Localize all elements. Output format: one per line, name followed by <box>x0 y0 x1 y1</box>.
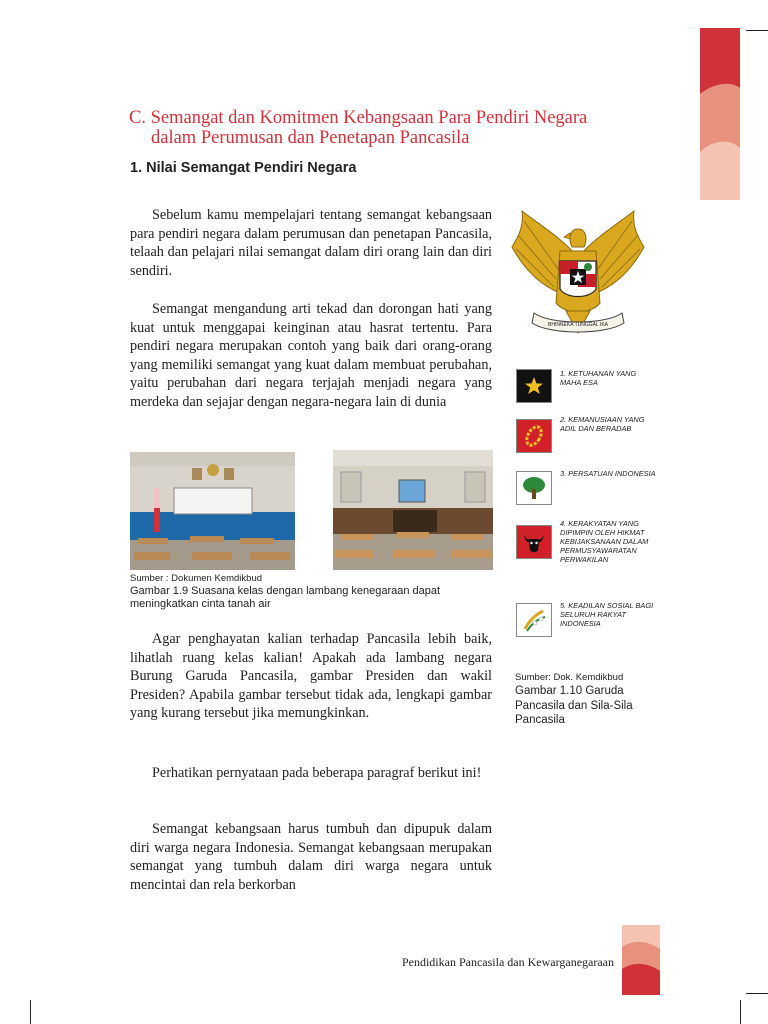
crop-mark <box>746 30 768 31</box>
sila-label-3: 3. PERSATUAN INDONESIA <box>560 469 656 478</box>
sila-label-1: 1. KETUHANAN YANG MAHA ESA <box>560 369 637 387</box>
subsection-title: 1. Nilai Semangat Pendiri Negara <box>130 160 357 176</box>
banyan-tree-icon <box>516 471 552 505</box>
sila-item-4 <box>516 525 552 559</box>
paragraph-semangat: Semangat mengandung arti tekad dan dorongan hati yang kuat untuk menggapai keinginan atau hasrat tertentu. Para pendiri negara merupakan contoh yang baik dari orang-orang yang memiliki semangat yang kuat dalam membuat perubahan, yaitu perubahan dari negara terjajah menjadi negara yang merdeka dan sejajar dengan negara-negara lain di dunia <box>130 301 492 410</box>
sila-item-3 <box>516 471 552 505</box>
footer-decorative-tab <box>622 925 660 995</box>
section-title <box>129 108 689 148</box>
crop-mark <box>740 1000 741 1024</box>
sila-label-5: 5. KEADILAN SOSIAL BAGI SELURUH RAKYAT INDONESIA <box>560 601 654 628</box>
rice-cotton-icon <box>516 603 552 637</box>
garuda-motto: BHINNEKA TUNGGAL IKA <box>547 322 609 328</box>
crop-mark <box>30 1000 31 1024</box>
crop-mark <box>746 993 768 994</box>
star-icon <box>516 369 552 403</box>
bull-head-icon <box>516 525 552 559</box>
classroom-photo-2 <box>333 450 493 570</box>
top-right-decorative-tab <box>700 28 740 200</box>
chain-icon <box>516 419 552 453</box>
sila-item-2 <box>516 419 552 453</box>
garuda-pancasila-emblem <box>510 207 646 347</box>
figure-1-10-source: Sumber: Dok. Kemdikbud <box>515 672 624 683</box>
sila-item-5 <box>516 603 552 637</box>
section-title-line1: C. Semangat dan Komitmen Kebangsaan Para Pendiri Negara <box>129 108 588 128</box>
section-title-line2: dalam Perumusan dan Penetapan Pancasila <box>151 128 470 148</box>
paragraph-perhatikan: Perhatikan pernyataan pada beberapa paragraf berikut ini! <box>152 765 482 781</box>
paragraph-intro: Sebelum kamu mempelajari tentang semangat kebangsaan para pendiri negara dalam perumusan dan penetapan Pancasila, telaah dan pelajari nilai semangat dalam diri orang lain dan diri sendiri. <box>130 207 492 279</box>
footer-book-title: Pendidikan Pancasila dan Kewarganegaraan <box>401 955 614 969</box>
classroom-photo-1 <box>130 452 295 570</box>
paragraph-kebangsaan: Semangat kebangsaan harus tumbuh dan dipupuk dalam diri warga negara Indonesia. Semangat kebangsaan merupakan semangat yang tumbuh dalam diri warga negara untuk mencintai dan rela berkorban <box>130 821 492 893</box>
sila-label-2: 2. KEMANUSIAAN YANG ADIL DAN BERADAB <box>560 415 645 433</box>
paragraph-penghayatan: Agar penghayatan kalian terhadap Pancasila lebih baik, lihatlah ruang kelas kalian! Apakah ada lambang negara Burung Garuda Pancasila, gambar Presiden dan wakil Presiden? Apabila gambar tersebut tidak ada, lengkapi gambar yang kurang tersebut jika memungkinkan. <box>130 631 492 722</box>
figure-1-9-caption: Gambar 1.9 Suasana kelas dengan lambang kenegaraan dapat meningkatkan cinta tanah air <box>130 585 441 610</box>
sila-label-4: 4. KERAKYATAN YANG DIPIMPIN OLEH HIKMAT KEBIJAKSANAAN DALAM PERMUSYAWARATAN PERWAKILAN <box>560 519 649 564</box>
figure-1-10-caption: Gambar 1.10 Garuda Pancasila dan Sila-Sila Pancasila <box>515 685 633 726</box>
sila-item-1 <box>516 369 552 403</box>
figure-1-9-source: Sumber : Dokumen Kemdikbud <box>130 573 263 584</box>
